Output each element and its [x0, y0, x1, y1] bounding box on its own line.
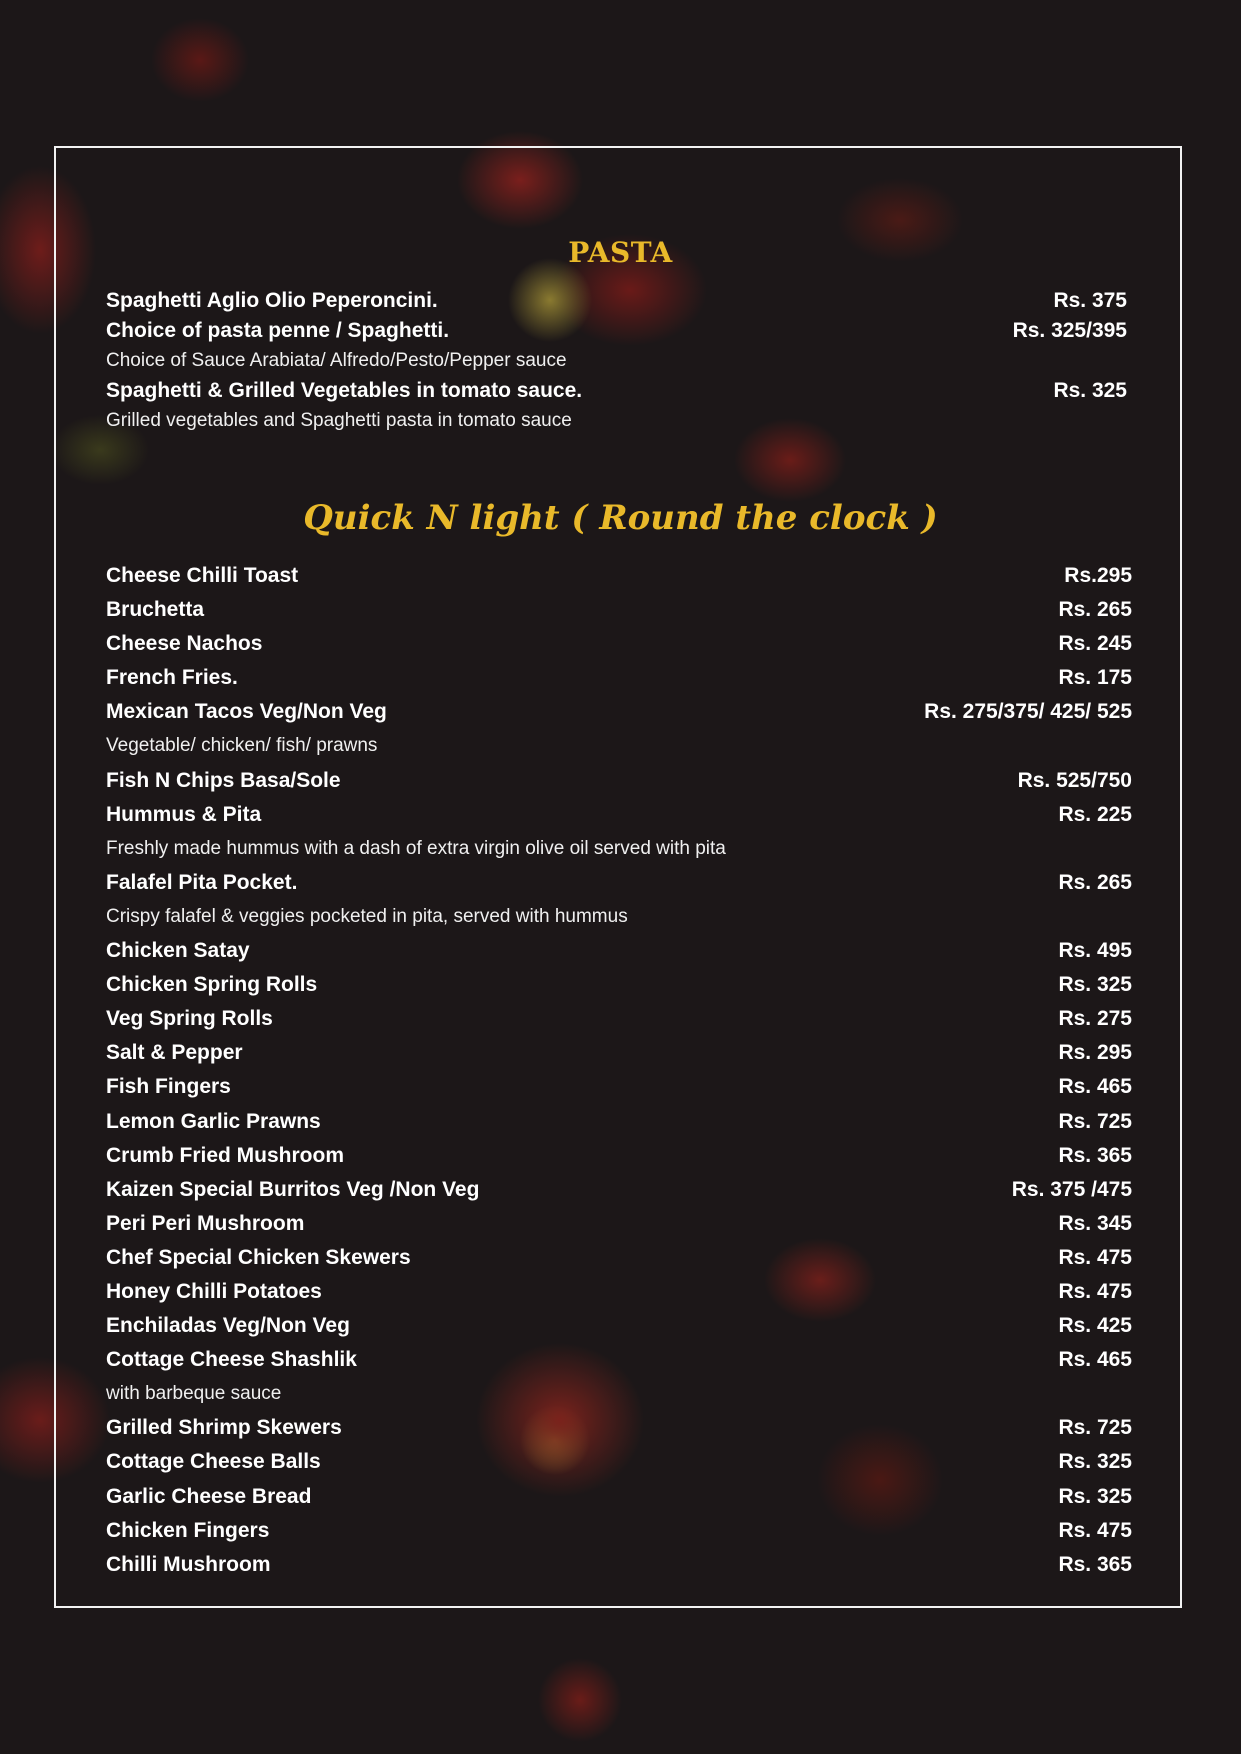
pasta-section-title: PASTA	[568, 236, 673, 269]
menu-item	[106, 695, 1132, 729]
menu-item-price: Rs. 325	[1058, 1484, 1132, 1508]
menu-item-price: Rs. 265	[1058, 598, 1132, 622]
menu-item	[106, 593, 1132, 627]
menu-item-price: Rs. 325	[1058, 973, 1132, 997]
menu-item-name: Chicken Fingers	[106, 1518, 270, 1542]
quick-menu-list	[106, 559, 1132, 1582]
menu-item-price: Rs.295	[1064, 564, 1132, 587]
menu-item-name: Cheese Nachos	[106, 632, 263, 656]
menu-item-name: Bruchetta	[106, 598, 205, 622]
menu-item	[106, 1105, 1132, 1139]
menu-item	[106, 1275, 1132, 1309]
menu-item-name: Veg Spring Rolls	[106, 1007, 273, 1031]
menu-item-price: Rs. 495	[1058, 939, 1132, 963]
menu-item	[106, 866, 1132, 900]
menu-item-price: Rs. 475	[1058, 1245, 1132, 1269]
menu-item	[106, 286, 1127, 316]
menu-item-price: Rs. 275	[1058, 1007, 1132, 1031]
menu-item	[106, 1445, 1132, 1479]
menu-item-name: Chef Special Chicken Skewers	[106, 1245, 411, 1269]
menu-item	[106, 1411, 1132, 1445]
menu-item-description: with barbeque sauce	[106, 1383, 282, 1405]
menu-item	[106, 1480, 1132, 1514]
menu-item	[106, 1241, 1132, 1275]
menu-item-name: Spaghetti & Grilled Vegetables in tomato sauce.	[106, 379, 583, 402]
menu-item-name: French Fries.	[106, 666, 238, 690]
menu-item-name: Spaghetti Aglio Olio Peperoncini.	[106, 289, 438, 312]
menu-item-name: Peri Peri Mushroom	[106, 1211, 305, 1235]
menu-item-price: Rs. 365	[1058, 1143, 1132, 1167]
menu-item-price: Rs. 425	[1058, 1314, 1132, 1338]
menu-item-name: Chicken Satay	[106, 939, 250, 963]
menu-item	[106, 627, 1132, 661]
menu-item-name: Choice of pasta penne / Spaghetti.	[106, 319, 450, 342]
quick-section-title: Quick N light ( Round the clock )	[303, 498, 938, 538]
menu-item	[106, 316, 1127, 346]
menu-item-price: Rs. 725	[1058, 1416, 1132, 1440]
menu-item-price: Rs. 345	[1058, 1211, 1132, 1235]
menu-item-price: Rs. 475	[1058, 1518, 1132, 1542]
menu-item-description: Freshly made hummus with a dash of extra virgin olive oil served with pita	[106, 837, 726, 859]
menu-item-name: Chilli Mushroom	[106, 1552, 271, 1576]
menu-item-price: Rs. 525/750	[1017, 768, 1132, 792]
menu-item-name: Enchiladas Veg/Non Veg	[106, 1314, 350, 1338]
menu-item	[106, 934, 1132, 968]
menu-item-price: Rs. 375 /475	[1011, 1177, 1132, 1201]
menu-item	[106, 1548, 1132, 1582]
menu-item-description: Grilled vegetables and Spaghetti pasta in tomato sauce	[106, 410, 572, 431]
menu-item-name: Cheese Chilli Toast	[106, 564, 299, 587]
menu-item-description: Vegetable/ chicken/ fish/ prawns	[106, 735, 378, 757]
menu-item-name: Fish N Chips Basa/Sole	[106, 768, 341, 792]
menu-item	[106, 1070, 1132, 1104]
menu-item-price: Rs. 465	[1058, 1348, 1132, 1372]
menu-item-price: Rs. 245	[1058, 632, 1132, 656]
menu-item-description: Crispy falafel & veggies pocketed in pita, served with hummus	[106, 905, 628, 927]
menu-item	[106, 1139, 1132, 1173]
menu-item	[106, 661, 1132, 695]
menu-item-price: Rs. 325/395	[1012, 319, 1127, 342]
menu-item-name: Mexican Tacos Veg/Non Veg	[106, 700, 387, 724]
menu-item	[106, 1514, 1132, 1548]
menu-item-price: Rs. 265	[1058, 870, 1132, 894]
menu-item	[106, 798, 1132, 832]
menu-item-name: Grilled Shrimp Skewers	[106, 1416, 342, 1440]
menu-item-name: Honey Chilli Potatoes	[106, 1279, 322, 1303]
menu-item-name: Cottage Cheese Balls	[106, 1450, 321, 1474]
menu-item	[106, 1002, 1132, 1036]
menu-item	[106, 1309, 1132, 1343]
menu-item-price: Rs. 465	[1058, 1075, 1132, 1099]
menu-item	[106, 559, 1132, 593]
menu-item-price: Rs. 275/375/ 425/ 525	[924, 700, 1132, 724]
menu-item-price: Rs. 475	[1058, 1279, 1132, 1303]
menu-item	[106, 764, 1132, 798]
menu-item-name: Falafel Pita Pocket.	[106, 870, 298, 894]
menu-item-price: Rs. 225	[1058, 802, 1132, 826]
menu-item	[106, 968, 1132, 1002]
menu-item-price: Rs. 295	[1058, 1041, 1132, 1065]
menu-item-price: Rs. 175	[1058, 666, 1132, 690]
menu-item-name: Chicken Spring Rolls	[106, 973, 318, 997]
menu-item	[106, 1207, 1132, 1241]
pasta-menu-list	[106, 286, 1127, 436]
menu-item-name: Garlic Cheese Bread	[106, 1484, 312, 1508]
menu-item-name: Kaizen Special Burritos Veg /Non Veg	[106, 1177, 480, 1201]
menu-item-name: Cottage Cheese Shashlik	[106, 1348, 357, 1372]
menu-item	[106, 1343, 1132, 1377]
menu-item-price: Rs. 365	[1058, 1552, 1132, 1576]
menu-item	[106, 1036, 1132, 1070]
menu-item-description: Choice of Sauce Arabiata/ Alfredo/Pesto/Pepper sauce	[106, 350, 567, 371]
menu-item	[106, 1173, 1132, 1207]
menu-item-price: Rs. 325	[1053, 379, 1127, 402]
menu-item-name: Fish Fingers	[106, 1075, 231, 1099]
menu-item-name: Crumb Fried Mushroom	[106, 1143, 345, 1167]
menu-item-price: Rs. 375	[1053, 289, 1127, 312]
menu-item-name: Hummus & Pita	[106, 802, 262, 826]
menu-item-name: Lemon Garlic Prawns	[106, 1109, 321, 1133]
menu-item-name: Salt & Pepper	[106, 1041, 243, 1065]
menu-item-price: Rs. 325	[1058, 1450, 1132, 1474]
menu-item	[106, 376, 1127, 406]
menu-item-price: Rs. 725	[1058, 1109, 1132, 1133]
